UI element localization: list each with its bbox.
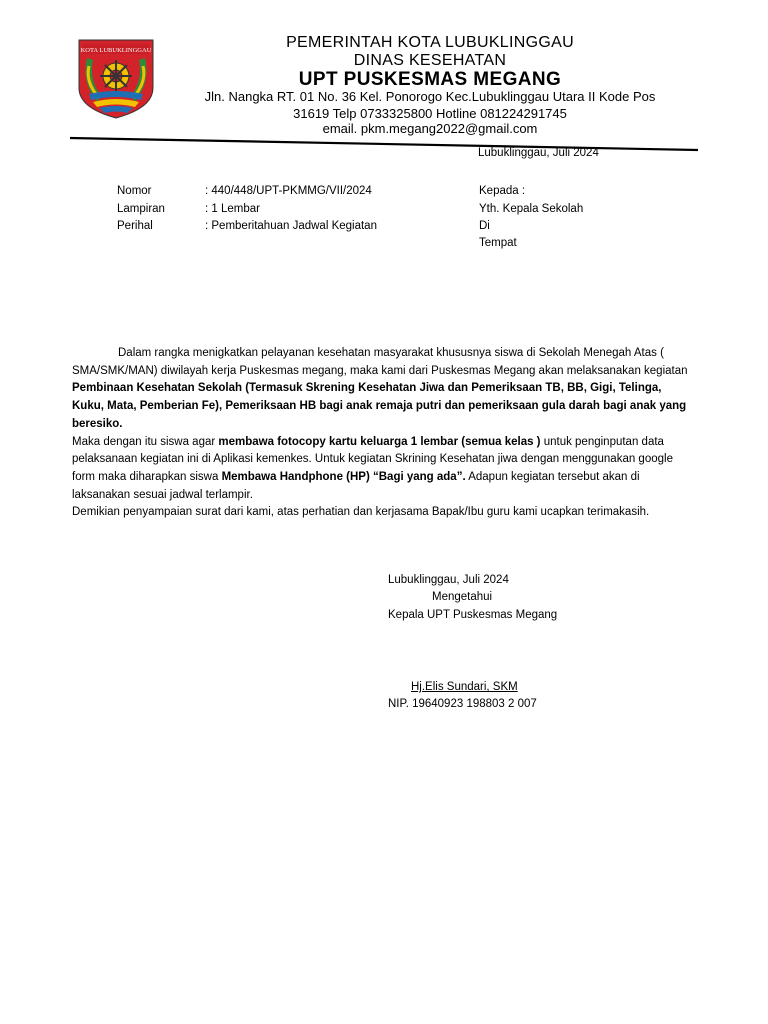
letterhead-department: DINAS KESEHATAN	[353, 52, 507, 69]
letterhead-address-1: Jln. Nangka RT. 01 No. 36 Kel. Ponorogo Kec.Lubuklinggau Utara II Kode Pos	[204, 89, 656, 104]
meta-label-attachment: Lampiran	[117, 203, 165, 215]
recipient-line-1: Kepada :	[479, 185, 526, 197]
meta-value-number: : 440/448/UPT-PKMMG/VII/2024	[205, 185, 372, 197]
body-p1-text: Dalam rangka menigkatkan pelayanan kesehatan masyarakat khususnya siswa di Sekolah Menegah Atas ( SMA/SMK/MAN) diwilayah kerja Puskesmas megang, maka kami dari Puskesmas Megang akan melaksanakan kegiatan	[72, 347, 688, 377]
meta-value-attachment: : 1 Lembar	[205, 203, 260, 215]
letterhead-institution: UPT PUSKESMAS MEGANG	[298, 69, 562, 90]
signature-place-date: Lubuklinggau, Juli 2024	[388, 574, 509, 586]
logo-text: KOTA LUBUKLINGGAU	[80, 47, 152, 54]
body-p2-bold-b: Membawa Handphone (HP) “Bagi yang ada”.	[221, 470, 466, 483]
letterhead-email: email. pkm.megang2022@gmail.com	[322, 121, 538, 136]
meta-label-subject: Perihal	[117, 220, 153, 232]
body-paragraph-1	[72, 345, 692, 434]
body-p1-bold: Pembinaan Kesehatan Sekolah (Termasuk Skrening Kesehatan Jiwa dan Pemeriksaan TB, BB, Gigi, Telinga, Kuku, Mata, Pemberian Fe), Pemeriksaan HB bagi anak remaja putri dan pemeriksaan gula darah bagi anak yang beresiko.	[72, 382, 687, 430]
letterhead-rule	[0, 0, 768, 170]
signature-name: Hj.Elis Sundari, SKM	[411, 681, 518, 693]
body-paragraph-2	[72, 434, 692, 505]
signature-nip: NIP. 19640923 198803 2 007	[388, 698, 537, 710]
signature-acknowledged: Mengetahui	[432, 591, 493, 603]
body-paragraph-3: Demikian penyampaian surat dari kami, atas perhatian dan kerjasama Bapak/Ibu guru kami ucapkan terimakasih.	[72, 506, 650, 519]
body-p2-text-b: untuk penginputan data pelaksanaan kegiatan ini di Aplikasi kemenkes. Untuk kegiatan Skrining Kesehatan jiwa dengan menggunakan google form maka diharapkan siswa	[72, 435, 673, 483]
body-p2-text-a: Maka dengan itu siswa agar	[72, 435, 219, 448]
date-line: Lubuklinggau, Juli 2024	[478, 147, 599, 159]
letterhead-address-2: 31619 Telp 0733325800 Hotline 081224291745	[293, 106, 567, 121]
meta-label-number: Nomor	[117, 185, 152, 197]
recipient-line-3: Di	[479, 220, 490, 232]
recipient-line-4: Tempat	[479, 237, 517, 249]
meta-value-subject: : Pemberitahuan Jadwal Kegiatan	[205, 220, 377, 232]
recipient-line-2: Yth. Kepala Sekolah	[479, 203, 584, 215]
letter-body	[72, 345, 692, 522]
body-p2-text-c: Adapun kegiatan tersebut akan di laksanakan sesuai jadwal terlampir.	[72, 470, 640, 501]
signature-position: Kepala UPT Puskesmas Megang	[388, 609, 558, 621]
letterhead-government: PEMERINTAH KOTA LUBUKLINGGAU	[286, 34, 574, 51]
body-p2-bold-a: membawa fotocopy kartu keluarga 1 lembar (semua kelas )	[218, 435, 541, 448]
